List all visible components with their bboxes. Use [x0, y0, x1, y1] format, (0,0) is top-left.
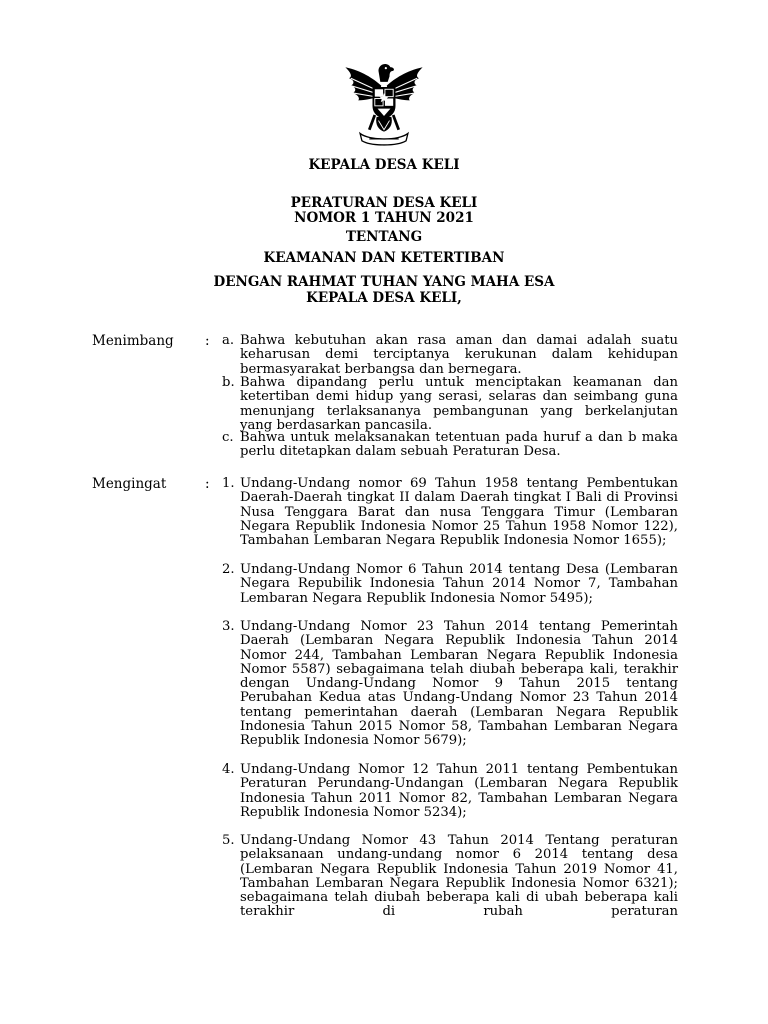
- mengingat-item: [222, 763, 678, 820]
- item-text: Bahwa dipandang perlu untuk menciptakan keamanan dan ketertiban demi hidup yang serasi, selaras dan seimbang guna menunjang terlaksananya pembangunan yang berkelanjutan yang berdasarkan pancasila.: [240, 375, 678, 433]
- item-marker: 1.: [222, 476, 235, 491]
- mengingat-item: [222, 834, 678, 920]
- item-marker: c.: [222, 430, 234, 445]
- item-marker: b.: [222, 375, 235, 390]
- official-title: KEPALA DESA KELI: [308, 157, 460, 173]
- item-marker: a.: [222, 333, 235, 348]
- document-type: PERATURAN DESA KELI: [290, 195, 478, 211]
- item-text: Bahwa kebutuhan akan rasa aman dan damai adalah suatu keharusan demi terciptanya kerukunan dalam kehidupan bermasyarakat berbangsa dan bernegara.: [240, 333, 678, 377]
- item-marker: 4.: [222, 762, 235, 777]
- mengingat-colon: :: [205, 476, 210, 492]
- menimbang-colon: :: [205, 333, 210, 349]
- menimbang-item: [222, 334, 678, 377]
- menimbang-item: [222, 431, 678, 460]
- item-text: Undang-Undang Nomor 23 Tahun 2014 tentang Pemerintah Daerah (Lembaran Negara Republik Indonesia Tahun 2014 Nomor 244, Tambahan Lembaran Negara Republik Indonesia Nomor 5587) sebagaimana telah diubah beberapa kali, terakhir dengan Undang-Undang Nomor 9 Tahun 2015 tentang Perubahan Kedua atas Undang-Undang Nomor 23 Tahun 2014 tentang pemerintahan daerah (Lembaran Negara Republik Indonesia Tahun 2015 Nomor 58, Tambahan Lembaran Negara Republik Indonesia Nomor 5679);: [240, 619, 678, 749]
- mengingat-item: [222, 477, 678, 548]
- issuer: KEPALA DESA KELI,: [306, 290, 462, 306]
- document-subject: KEAMANAN DAN KETERTIBAN: [263, 250, 505, 266]
- menimbang-label: Menimbang: [92, 333, 174, 349]
- item-text: Undang-Undang Nomor 6 Tahun 2014 tentang Desa (Lembaran Negara Repubilik Indonesia Tahun 2014 Nomor 7, Tambahan Lembaran Negara Republik Indonesia Nomor 5495);: [240, 562, 678, 606]
- mengingat-item: [222, 620, 678, 749]
- mengingat-label: Mengingat: [92, 476, 167, 492]
- mengingat-item: [222, 563, 678, 606]
- item-text: Undang-Undang Nomor 43 Tahun 2014 Tentang peraturan pelaksanaan undang-undang nomor 6 2014 tentang desa (Lembaran Negara Republik Indonesia Tahun 2019 Nomor 41, Tambahan Lembaran Negara Republik Indonesia Nomor 6321); sebagaimana telah diubah beberapa kali di ubah beberapa kali terakhir di rubah peraturan: [240, 833, 678, 920]
- preamble: DENGAN RAHMAT TUHAN YANG MAHA ESA: [213, 274, 555, 290]
- item-marker: 3.: [222, 619, 235, 634]
- about-heading: TENTANG: [345, 229, 423, 245]
- item-marker: 5.: [222, 833, 235, 848]
- item-text: Bahwa untuk melaksanakan tetentuan pada huruf a dan b maka perlu ditetapkan dalam sebuah Peraturan Desa.: [240, 430, 678, 460]
- item-text: Undang-Undang nomor 69 Tahun 1958 tentang Pembentukan Daerah-Daerah tingkat II dalam Daerah tingkat I Bali di Provinsi Nusa Tenggara Barat dan nusa Tenggara Timur (Lembaran Negara Republik Indonesia Nomor 25 Tahun 1958 Nomor 122), Tambahan Lembaran Negara Republik Indonesia Nomor 1655);: [240, 476, 678, 549]
- document-number: NOMOR 1 TAHUN 2021: [294, 210, 474, 226]
- item-text: Undang-Undang Nomor 12 Tahun 2011 tentang Pembentukan Peraturan Perundang-Undangan (Lembaran Negara Republik Indonesia Tahun 2011 Nomor 82, Tambahan Lembaran Negara Republik Indonesia Nomor 5234);: [240, 762, 678, 820]
- item-marker: 2.: [222, 562, 235, 577]
- menimbang-item: [222, 376, 678, 433]
- garuda-emblem-icon: [338, 58, 430, 150]
